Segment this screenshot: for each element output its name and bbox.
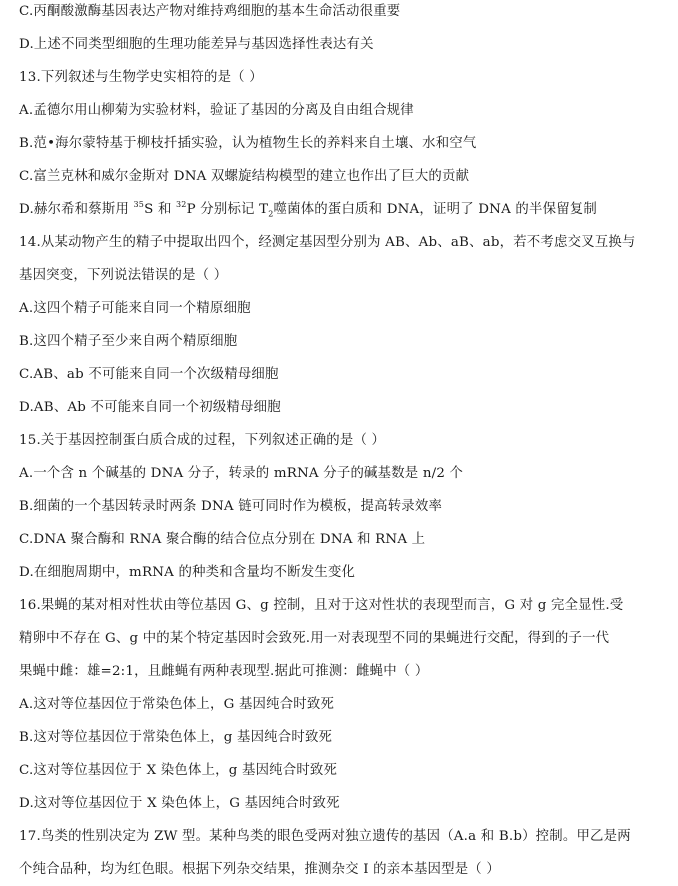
q13-option-d-text-4: 噬菌体的蛋白质和 DNA，证明了 DNA 的半保留复制 <box>273 202 597 217</box>
question-14-stem-2: 基因突变，下列说法错误的是（ ） <box>19 268 228 283</box>
question-16-stem-1: 16.果蝇的某对相对性状由等位基因 G、g 控制，且对于这对性状的表现型而言，G 对 g 完全显性.受 <box>19 598 624 613</box>
q13-option-a: A.孟德尔用山柳菊为实验材料，验证了基因的分离及自由组合规律 <box>19 103 414 118</box>
question-17-stem-1: 17.鸟类的性别决定为 ZW 型。某种鸟类的眼色受两对独立遗传的基因（A.a 和 B.b）控制。甲乙是两 <box>19 829 631 844</box>
q15-option-b: B.细菌的一个基因转录时两条 DNA 链可同时作为模板，提高转录效率 <box>19 499 443 514</box>
question-17-stem-2: 个纯合品种，均为红色眼。根据下列杂交结果，推测杂交 I 的亲本基因型是（ ） <box>19 862 500 877</box>
option-d-line: D.上述不同类型细胞的生理功能差异与基因选择性表达有关 <box>19 37 374 52</box>
q16-option-d: D.这对等位基因位于 X 染色体上，G 基因纯合时致死 <box>19 796 340 811</box>
q14-option-c: C.AB、ab 不可能来自同一个次级精母细胞 <box>19 367 279 382</box>
question-16-stem-3: 果蝇中雌：雄=2:1，且雌蝇有两种表现型.据此可推测：雌蝇中（ ） <box>19 664 429 679</box>
q14-option-d: D.AB、Ab 不可能来自同一个初级精母细胞 <box>19 400 281 415</box>
q14-option-a: A.这四个精子可能来自同一个精原细胞 <box>19 301 251 316</box>
question-14-stem-1: 14.从某动物产生的精子中提取出四个，经测定基因型分别为 AB、Ab、aB、ab，若不考虑交叉互换与 <box>19 235 636 250</box>
q15-option-c: C.DNA 聚合酶和 RNA 聚合酶的结合位点分别在 DNA 和 RNA 上 <box>19 532 426 547</box>
q13-option-d <box>19 200 670 220</box>
phage-t2-subscript: 2 <box>268 209 274 219</box>
question-15-stem: 15.关于基因控制蛋白质合成的过程，下列叙述正确的是（ ） <box>19 433 386 448</box>
q16-option-c: C.这对等位基因位于 X 染色体上，g 基因纯合时致死 <box>19 763 338 778</box>
q13-option-b: B.范•海尔蒙特基于柳枝扦插实验，认为植物生长的养料来自土壤、水和空气 <box>19 136 477 151</box>
q13-option-d-text-3: P 分别标记 T <box>186 202 269 217</box>
q13-option-d-text-1: D.赫尔希和蔡斯用 <box>19 202 134 217</box>
q15-option-a: A.一个含 n 个碱基的 DNA 分子，转录的 mRNA 分子的碱基数是 n/2 个 <box>19 466 464 481</box>
q14-option-b: B.这四个精子至少来自两个精原细胞 <box>19 334 238 349</box>
option-c-line: C.丙酮酸激酶基因表达产物对维持鸡细胞的基本生命活动很重要 <box>19 4 401 19</box>
q16-option-a: A.这对等位基因位于常染色体上，G 基因纯合时致死 <box>19 697 335 712</box>
q13-option-d-text-2: S 和 <box>144 202 176 217</box>
q15-option-d: D.在细胞周期中，mRNA 的种类和含量均不断发生变化 <box>19 565 356 580</box>
isotope-32-superscript: 32 <box>176 199 187 209</box>
question-13-stem: 13.下列叙述与生物学史实相符的是（ ） <box>19 70 263 85</box>
isotope-35-superscript: 35 <box>133 199 145 209</box>
q13-option-c: C.富兰克林和威尔金斯对 DNA 双螺旋结构模型的建立也作出了巨大的贡献 <box>19 169 470 184</box>
question-16-stem-2: 精卵中不存在 G、g 中的某个特定基因时会致死.用一对表现型不同的果蝇进行交配，得到的子一代 <box>19 631 610 646</box>
q16-option-b: B.这对等位基因位于常染色体上，g 基因纯合时致死 <box>19 730 333 745</box>
